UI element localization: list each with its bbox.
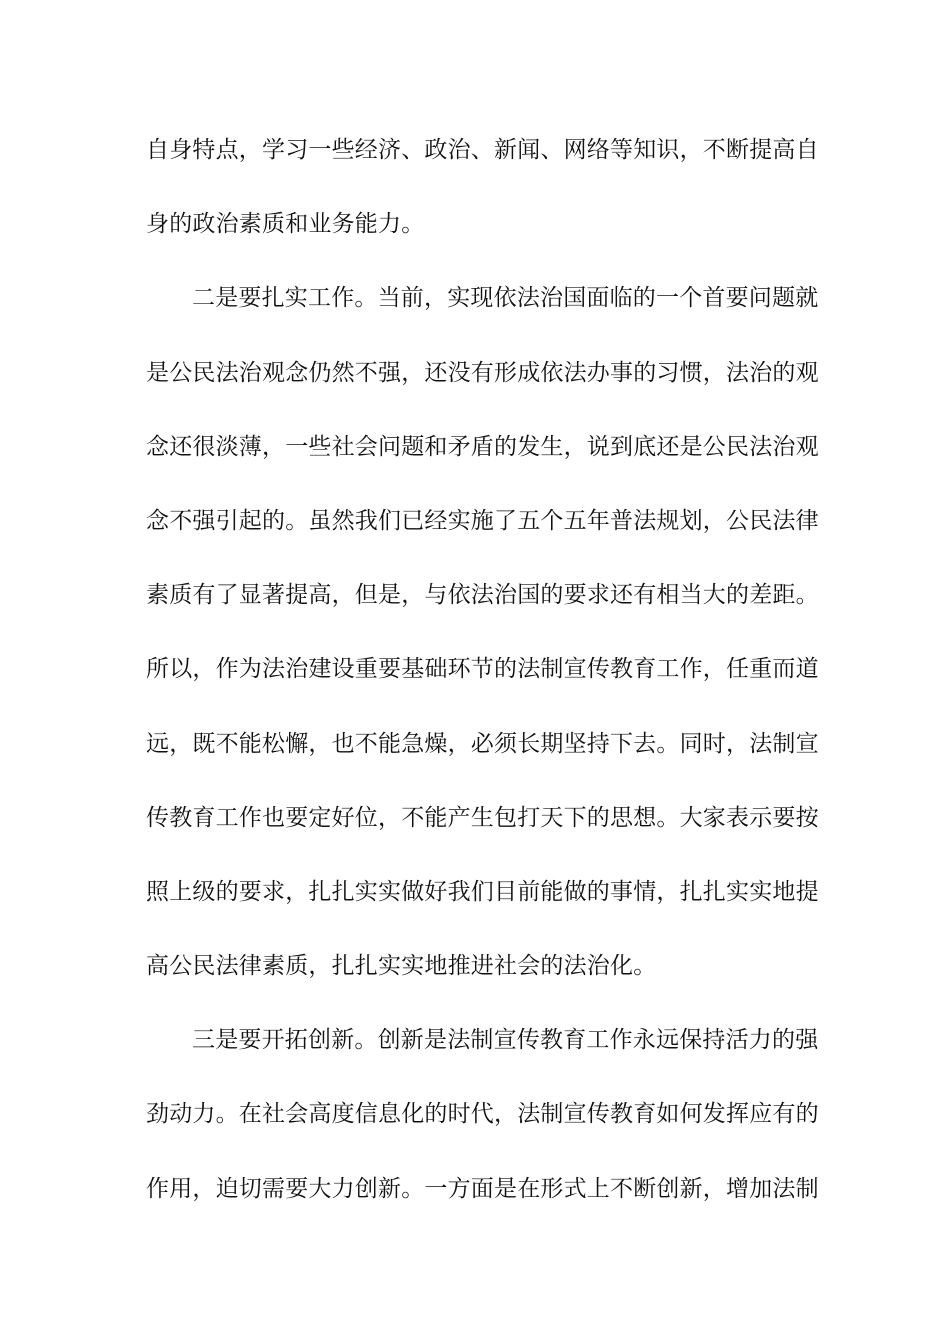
text-line: 传教育工作也要定好位，不能产生包打天下的思想。大家表示要按 [146,804,819,831]
text-line: 身的政治素质和业务能力。 [146,211,425,238]
text-line: 念还很淡薄，一些社会问题和矛盾的发生，说到底还是公民法治观 [146,433,819,460]
text-line: 素质有了显著提高，但是，与依法治国的要求还有相当大的差距。 [146,582,819,609]
text-line: 自身特点，学习一些经济、政治、新闻、网络等知识，不断提高自 [146,137,819,163]
text-line: 劲动力。在社会高度信息化的时代，法制宣传教育如何发挥应有的 [146,1101,819,1128]
text-line: 远，既不能松懈，也不能急燥，必须长期坚持下去。同时，法制宣 [146,730,819,757]
text-line: 是公民法治观念仍然不强，还没有形成依法办事的习惯，法治的观 [146,359,819,386]
paragraph-start-line: 二是要扎实工作。当前，实现依法治国面临的一个首要问题就 [192,285,819,312]
body-text [146,130,819,1243]
text-line: 作用，迫切需要大力创新。一方面是在形式上不断创新，增加法制 [146,1175,819,1202]
text-line: 所以，作为法治建设重要基础环节的法制宣传教育工作，任重而道 [146,656,819,683]
paragraph-start-line: 三是要开拓创新。创新是法制宣传教育工作永远保持活力的强 [192,1027,819,1054]
text-line: 念不强引起的。虽然我们已经实施了五个五年普法规划，公民法律 [146,507,819,534]
text-line: 高公民法律素质，扎扎实实地推进社会的法治化。 [146,953,657,980]
text-line: 照上级的要求，扎扎实实做好我们目前能做的事情，扎扎实实地提 [146,878,819,905]
